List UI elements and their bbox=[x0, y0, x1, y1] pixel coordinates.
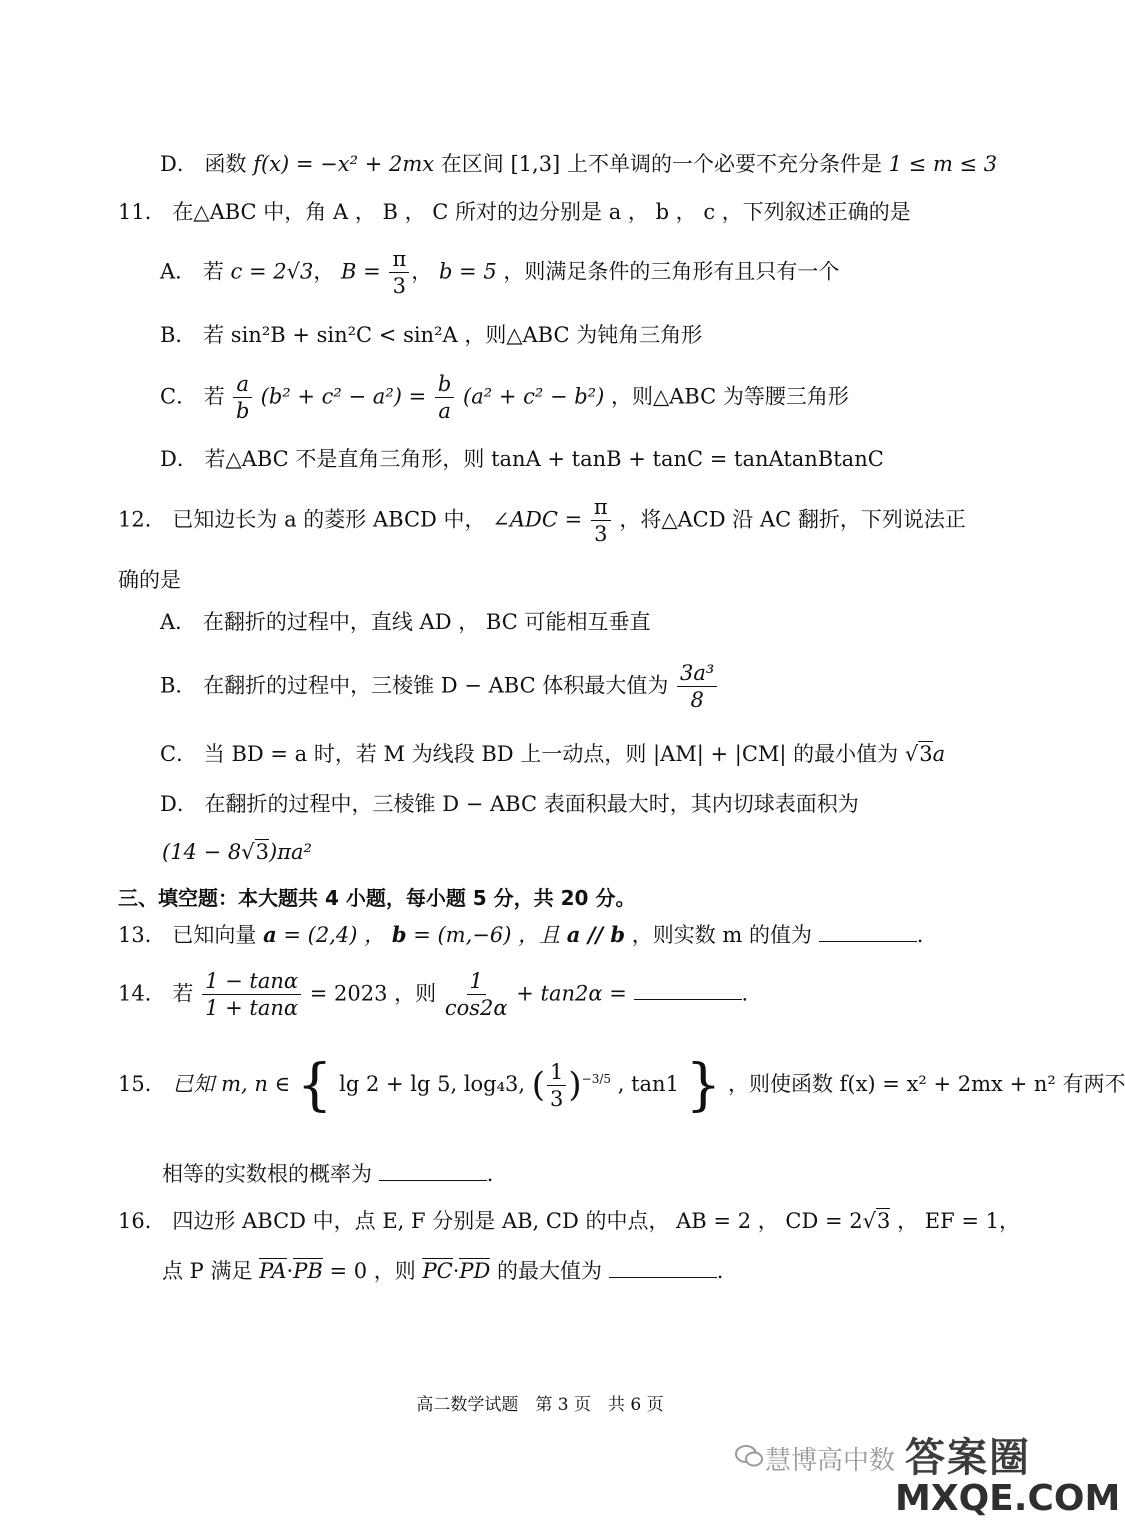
math: B = bbox=[341, 259, 381, 284]
set-brace-close: } bbox=[685, 1053, 722, 1118]
answer-blank[interactable] bbox=[609, 1259, 717, 1278]
option-text: 当 BD = a 时，若 M 为线段 BD 上一动点，则 |AM| + |CM| 的最小值为 bbox=[203, 742, 899, 766]
watermark-logo: 答案圈 bbox=[905, 1435, 1031, 1481]
option-label: C． bbox=[160, 742, 198, 766]
q10-option-d bbox=[160, 152, 997, 177]
numerator: 3a³ bbox=[677, 660, 717, 687]
text: ，则使函数 f(x) = x² + 2mx + n² 有两不 bbox=[727, 1072, 1125, 1097]
math: a // b bbox=[566, 922, 626, 947]
text: 若 bbox=[203, 384, 225, 409]
question-number: 11． bbox=[118, 200, 166, 224]
numerator: 1 bbox=[547, 1059, 566, 1086]
math: = 2023 ，则 bbox=[309, 981, 437, 1006]
math: (14 − 8 bbox=[162, 840, 242, 864]
numerator: π bbox=[389, 246, 409, 273]
watermark-source: 慧博高中数 bbox=[765, 1446, 896, 1476]
question-number: 13． bbox=[118, 923, 166, 947]
denominator: 3 bbox=[594, 522, 608, 547]
q16 bbox=[118, 1209, 1020, 1234]
math: c = 2√3 bbox=[230, 259, 314, 284]
section-title: 三、填空题：本大题共 4 小题，每小题 5 分，共 20 分。 bbox=[118, 886, 636, 910]
text: 函数 bbox=[204, 152, 247, 176]
text: 上不单调的一个必要不充分条件是 bbox=[566, 152, 882, 176]
vector: PA bbox=[259, 1259, 287, 1283]
denominator: 3 bbox=[392, 274, 407, 299]
fraction bbox=[677, 660, 717, 714]
text: 若 bbox=[172, 981, 194, 1006]
question-number: 12． bbox=[118, 507, 166, 532]
text: ，则△ABC 为等腰三角形 bbox=[610, 384, 849, 409]
fraction bbox=[202, 968, 301, 1022]
option-text: 若 sin²B + sin²C < sin²A ，则△ABC 为钝角三角形 bbox=[203, 323, 703, 347]
set-elements: lg 2 + lg 5, log₄3, bbox=[339, 1072, 526, 1097]
text: ，则满足条件的三角形有且只有一个 bbox=[503, 259, 840, 284]
option-text: 在翻折的过程中，直线 AD ， BC 可能相互垂直 bbox=[202, 610, 651, 634]
numerator: b bbox=[435, 371, 454, 398]
text: 的最大值为 bbox=[497, 1259, 603, 1283]
text: 相等的实数根的概率为 bbox=[162, 1162, 372, 1186]
numerator: 1 bbox=[467, 968, 486, 995]
q12-option-d bbox=[160, 792, 859, 817]
paren-open: ( bbox=[531, 1065, 546, 1106]
q16-cont: 点 P 满足 PA·PB = 0 ，则 PC·PD 的最大值为 . bbox=[162, 1259, 724, 1283]
text: 四边形 ABCD 中，点 E, F 分别是 AB, CD 的中点， AB = 2 ， CD = 2 bbox=[172, 1209, 863, 1233]
math: b = 5 bbox=[438, 259, 497, 284]
text: ， EF = 1， bbox=[897, 1209, 1020, 1233]
text: 已知 m, n ∈ bbox=[172, 1072, 291, 1097]
vector: b bbox=[391, 922, 407, 947]
text: 若 bbox=[202, 259, 224, 284]
set-elements: , tan1 bbox=[617, 1072, 679, 1097]
condition: 1 ≤ m ≤ 3 bbox=[888, 152, 998, 176]
q11-option-b bbox=[160, 323, 702, 348]
option-text: 在翻折的过程中，三棱锥 D − ABC 体积最大值为 bbox=[203, 673, 669, 698]
option-label: D． bbox=[160, 152, 198, 176]
denominator: 8 bbox=[690, 688, 704, 713]
period: . bbox=[916, 923, 924, 947]
text: 点 P 满足 bbox=[162, 1259, 253, 1283]
exponent: −3/5 bbox=[581, 1072, 612, 1087]
math: (b² + c² − a²) = bbox=[260, 384, 427, 409]
question-stem: ，将△ACD 沿 AC 翻折，下列说法正 bbox=[619, 507, 966, 532]
q11-option-a: A． 若 c = 2√3， B = $\frac{\pi}{3}$ ， b = 5 ，则满足条件的三角形有且只有一个 bbox=[160, 247, 840, 299]
math: )πa² bbox=[269, 840, 312, 864]
fraction bbox=[435, 371, 454, 425]
question-number: 15． bbox=[118, 1072, 166, 1097]
q12-option-c bbox=[160, 742, 945, 767]
q13 bbox=[118, 922, 923, 948]
watermark-url: MXQE.COM bbox=[895, 1478, 1121, 1519]
math: = 0 ，则 bbox=[329, 1259, 416, 1283]
period: . bbox=[716, 1259, 724, 1283]
math: (a² + c² − b²) bbox=[463, 384, 605, 409]
math: = (2,4) ， bbox=[283, 923, 386, 947]
page-footer: 高二数学试题 第 3 页 共 6 页 bbox=[416, 1395, 664, 1415]
vector: PB bbox=[293, 1259, 323, 1283]
period: . bbox=[486, 1162, 494, 1186]
question-stem: 确的是 bbox=[118, 568, 181, 592]
math: = (m,−6) ，且 bbox=[413, 923, 561, 947]
set-brace-open: { bbox=[296, 1053, 333, 1118]
question-number: 14． bbox=[118, 981, 166, 1006]
answer-blank[interactable] bbox=[379, 1162, 487, 1181]
denominator: 1 + tanα bbox=[205, 996, 299, 1021]
text: ，则实数 m 的值为 bbox=[631, 923, 812, 947]
denominator: cos2α bbox=[444, 996, 508, 1021]
numerator: a bbox=[233, 371, 252, 398]
denominator: 3 bbox=[550, 1087, 564, 1112]
option-label: B． bbox=[160, 323, 197, 347]
q11-option-d bbox=[160, 447, 884, 472]
math: a bbox=[932, 742, 946, 766]
vector: PD bbox=[459, 1259, 491, 1283]
watermark bbox=[735, 1435, 1121, 1520]
denominator: b bbox=[235, 399, 250, 424]
option-label: D． bbox=[160, 792, 198, 816]
option-label: A． bbox=[160, 259, 197, 284]
question-number: 16． bbox=[118, 1209, 166, 1233]
q12-option-b bbox=[160, 660, 719, 714]
period: . bbox=[741, 981, 749, 1006]
vector: PC bbox=[422, 1259, 453, 1283]
radicand: 3 bbox=[255, 840, 269, 864]
answer-blank[interactable] bbox=[634, 981, 742, 1000]
q11-stem bbox=[118, 200, 911, 225]
denominator: a bbox=[438, 399, 451, 424]
q12-stem bbox=[118, 494, 966, 548]
vector: a bbox=[263, 922, 277, 947]
fraction bbox=[233, 371, 252, 425]
option-text: 若△ABC 不是直角三角形，则 tanA + tanB + tanC = tanAtanBtanC bbox=[204, 447, 884, 471]
text: 已知向量 bbox=[172, 923, 257, 947]
question-stem: 已知边长为 a 的菱形 ABCD 中， bbox=[172, 507, 486, 532]
fraction bbox=[445, 968, 508, 1022]
q14 bbox=[118, 968, 748, 1022]
fraction bbox=[591, 494, 611, 548]
option-text: 在翻折的过程中，三棱锥 D − ABC 表面积最大时，其内切球表面积为 bbox=[204, 792, 859, 816]
sqrt-sign: √ bbox=[904, 742, 919, 766]
answer-blank[interactable] bbox=[819, 923, 917, 942]
paren-close: ) bbox=[568, 1065, 582, 1106]
radicand: 3 bbox=[919, 742, 933, 766]
sqrt-sign: √ bbox=[241, 840, 255, 864]
q15 bbox=[118, 1052, 1125, 1119]
question-stem: 在△ABC 中，角 A ， B ， C 所对的边分别是 a ， b ， c ，下列叙述正确的是 bbox=[172, 200, 911, 224]
numerator: π bbox=[591, 494, 611, 521]
q11-option-c bbox=[160, 371, 849, 425]
q12-option-a bbox=[160, 610, 650, 635]
q15-cont bbox=[162, 1162, 493, 1187]
radicand: 3 bbox=[877, 1209, 891, 1233]
fraction bbox=[389, 246, 409, 300]
q12-stem-cont bbox=[118, 568, 181, 593]
option-label: B． bbox=[160, 673, 197, 698]
option-label: C． bbox=[160, 384, 198, 409]
option-label: A． bbox=[160, 610, 197, 634]
sqrt-sign: √ bbox=[862, 1209, 877, 1233]
q12-option-d-value bbox=[162, 840, 312, 865]
math: ∠ADC = bbox=[492, 507, 583, 532]
option-label: D． bbox=[160, 447, 198, 471]
text: 在区间 bbox=[440, 152, 504, 176]
math: + tan2α = bbox=[516, 981, 627, 1006]
wechat-icon bbox=[735, 1444, 763, 1468]
function-expr: f(x) = −x² + 2mx bbox=[253, 152, 435, 176]
numerator: 1 − tanα bbox=[202, 968, 301, 995]
interval: [1,3] bbox=[510, 152, 561, 176]
fraction bbox=[547, 1059, 566, 1113]
